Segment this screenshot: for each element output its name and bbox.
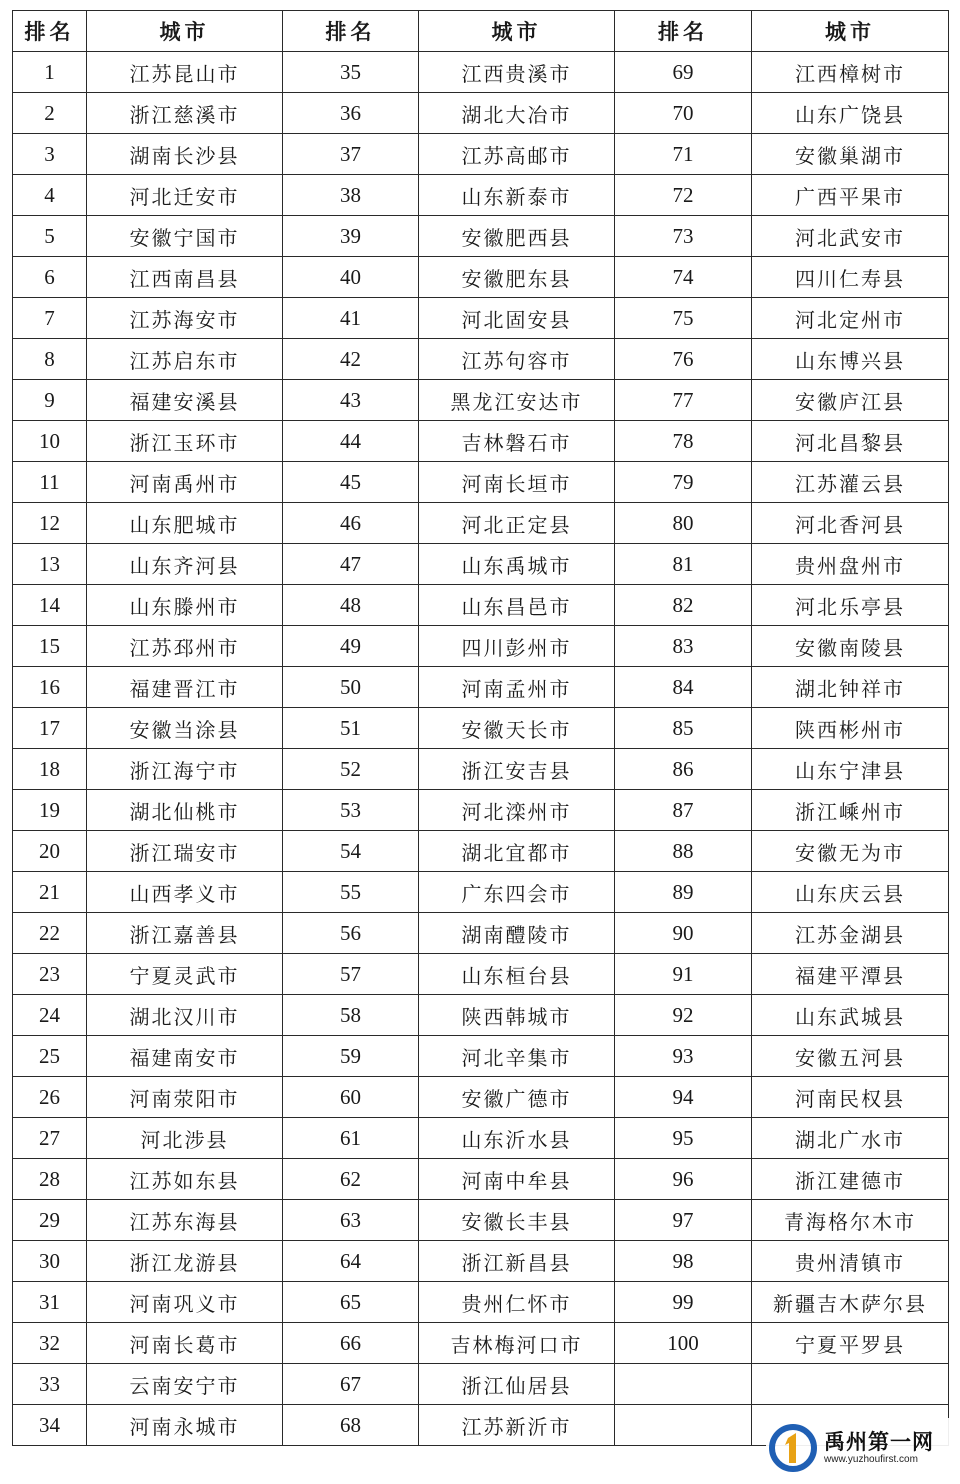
rank-cell: 39 [283,216,419,257]
rank-cell: 74 [615,257,752,298]
rank-cell: 42 [283,339,419,380]
rank-cell: 24 [13,995,87,1036]
table-row [13,298,949,339]
city-cell: 河北乐亭县 [752,585,949,626]
rank-cell: 32 [13,1323,87,1364]
rank-cell: 83 [615,626,752,667]
city-cell: 吉林梅河口市 [419,1323,615,1364]
city-cell: 浙江嵊州市 [752,790,949,831]
ranking-body [13,52,949,1446]
rank-cell: 100 [615,1323,752,1364]
city-cell: 湖北汉川市 [87,995,283,1036]
rank-cell: 47 [283,544,419,585]
rank-cell: 38 [283,175,419,216]
city-cell: 河北武安市 [752,216,949,257]
rank-cell: 19 [13,790,87,831]
rank-cell: 55 [283,872,419,913]
rank-cell: 23 [13,954,87,995]
rank-cell: 61 [283,1118,419,1159]
table-row [13,1036,949,1077]
city-cell: 福建安溪县 [87,380,283,421]
rank-cell: 76 [615,339,752,380]
table-row [13,1118,949,1159]
city-cell: 河北滦州市 [419,790,615,831]
city-cell: 河北涉县 [87,1118,283,1159]
city-cell: 江苏昆山市 [87,52,283,93]
rank-cell: 4 [13,175,87,216]
rank-cell: 2 [13,93,87,134]
header-city: 城市 [752,11,949,52]
rank-cell: 12 [13,503,87,544]
rank-cell: 28 [13,1159,87,1200]
rank-cell: 75 [615,298,752,339]
city-cell: 河南孟州市 [419,667,615,708]
rank-cell: 44 [283,421,419,462]
rank-cell: 5 [13,216,87,257]
city-cell: 浙江慈溪市 [87,93,283,134]
rank-cell: 73 [615,216,752,257]
city-cell: 湖南醴陵市 [419,913,615,954]
rank-cell: 57 [283,954,419,995]
city-cell: 江苏句容市 [419,339,615,380]
city-cell: 山东博兴县 [752,339,949,380]
city-cell [752,1364,949,1405]
rank-cell: 99 [615,1282,752,1323]
city-cell: 河南民权县 [752,1077,949,1118]
city-cell: 江苏东海县 [87,1200,283,1241]
city-cell: 浙江仙居县 [419,1364,615,1405]
rank-cell: 81 [615,544,752,585]
rank-cell: 26 [13,1077,87,1118]
city-cell: 安徽肥东县 [419,257,615,298]
city-cell: 福建晋江市 [87,667,283,708]
city-cell: 河南长葛市 [87,1323,283,1364]
rank-cell: 84 [615,667,752,708]
rank-cell: 59 [283,1036,419,1077]
table-row [13,1159,949,1200]
city-cell: 安徽五河县 [752,1036,949,1077]
rank-cell: 33 [13,1364,87,1405]
table-row [13,175,949,216]
city-cell: 江苏海安市 [87,298,283,339]
city-cell: 安徽无为市 [752,831,949,872]
rank-cell: 80 [615,503,752,544]
city-cell: 湖南长沙县 [87,134,283,175]
rank-cell: 13 [13,544,87,585]
city-cell: 安徽庐江县 [752,380,949,421]
city-cell: 四川仁寿县 [752,257,949,298]
table-row [13,544,949,585]
header-rank: 排名 [283,11,419,52]
city-cell: 安徽天长市 [419,708,615,749]
city-cell: 河南永城市 [87,1405,283,1446]
table-row [13,503,949,544]
rank-cell: 8 [13,339,87,380]
header-city: 城市 [87,11,283,52]
rank-cell: 46 [283,503,419,544]
rank-cell: 65 [283,1282,419,1323]
city-cell: 河南中牟县 [419,1159,615,1200]
city-cell: 福建平潭县 [752,954,949,995]
rank-cell: 79 [615,462,752,503]
city-cell: 江西南昌县 [87,257,283,298]
city-cell: 江苏金湖县 [752,913,949,954]
rank-cell: 3 [13,134,87,175]
table-row [13,380,949,421]
city-cell: 山东宁津县 [752,749,949,790]
city-cell: 浙江瑞安市 [87,831,283,872]
table-row [13,585,949,626]
rank-cell: 45 [283,462,419,503]
city-cell: 江苏高邮市 [419,134,615,175]
rank-cell: 52 [283,749,419,790]
rank-cell: 11 [13,462,87,503]
rank-cell: 69 [615,52,752,93]
rank-cell: 63 [283,1200,419,1241]
city-cell: 浙江玉环市 [87,421,283,462]
rank-cell: 53 [283,790,419,831]
rank-cell: 89 [615,872,752,913]
table-row [13,421,949,462]
city-cell: 宁夏灵武市 [87,954,283,995]
city-cell: 河南巩义市 [87,1282,283,1323]
city-cell: 山东滕州市 [87,585,283,626]
city-cell: 青海格尔木市 [752,1200,949,1241]
rank-cell: 85 [615,708,752,749]
rank-cell: 88 [615,831,752,872]
rank-cell: 64 [283,1241,419,1282]
rank-cell: 7 [13,298,87,339]
yuzhou-logo-icon [768,1423,818,1473]
rank-cell: 15 [13,626,87,667]
city-cell: 河北迁安市 [87,175,283,216]
city-cell: 福建南安市 [87,1036,283,1077]
rank-cell: 25 [13,1036,87,1077]
city-cell: 河北正定县 [419,503,615,544]
rank-cell: 86 [615,749,752,790]
table-row [13,1282,949,1323]
table-row [13,339,949,380]
city-cell: 浙江新昌县 [419,1241,615,1282]
rank-cell: 92 [615,995,752,1036]
city-cell: 安徽肥西县 [419,216,615,257]
rank-cell: 48 [283,585,419,626]
rank-cell: 9 [13,380,87,421]
city-cell: 山东禹城市 [419,544,615,585]
header-row [13,11,949,52]
rank-cell: 17 [13,708,87,749]
city-cell: 湖北广水市 [752,1118,949,1159]
rank-cell: 70 [615,93,752,134]
city-cell: 陕西彬州市 [752,708,949,749]
rank-cell: 97 [615,1200,752,1241]
rank-cell: 43 [283,380,419,421]
table-row [13,1364,949,1405]
city-cell: 四川彭州市 [419,626,615,667]
city-cell: 陕西韩城市 [419,995,615,1036]
city-cell: 安徽南陵县 [752,626,949,667]
rank-cell: 82 [615,585,752,626]
city-cell: 河北香河县 [752,503,949,544]
rank-cell: 30 [13,1241,87,1282]
city-cell: 浙江海宁市 [87,749,283,790]
table-row [13,134,949,175]
table-row [13,626,949,667]
rank-cell: 98 [615,1241,752,1282]
rank-cell: 6 [13,257,87,298]
rank-cell: 27 [13,1118,87,1159]
rank-cell: 77 [615,380,752,421]
city-cell: 贵州仁怀市 [419,1282,615,1323]
city-cell: 山东新泰市 [419,175,615,216]
ranking-table [12,10,949,1446]
table-row [13,1241,949,1282]
rank-cell: 10 [13,421,87,462]
city-cell: 河北辛集市 [419,1036,615,1077]
city-cell: 湖北仙桃市 [87,790,283,831]
city-cell: 山西孝义市 [87,872,283,913]
city-cell: 湖北宜都市 [419,831,615,872]
watermark-site-url: www.yuzhoufirst.com [824,1454,918,1465]
city-cell: 宁夏平罗县 [752,1323,949,1364]
table-row [13,462,949,503]
city-cell: 安徽当涂县 [87,708,283,749]
city-cell: 河北固安县 [419,298,615,339]
rank-cell: 68 [283,1405,419,1446]
rank-cell: 90 [615,913,752,954]
city-cell: 湖北大冶市 [419,93,615,134]
rank-cell: 16 [13,667,87,708]
rank-cell: 1 [13,52,87,93]
city-cell: 新疆吉木萨尔县 [752,1282,949,1323]
city-cell: 山东齐河县 [87,544,283,585]
rank-cell: 31 [13,1282,87,1323]
table-row [13,831,949,872]
city-cell: 山东沂水县 [419,1118,615,1159]
rank-cell: 56 [283,913,419,954]
table-row [13,954,949,995]
rank-cell: 22 [13,913,87,954]
rank-cell: 66 [283,1323,419,1364]
rank-cell: 41 [283,298,419,339]
header-city: 城市 [419,11,615,52]
table-row [13,995,949,1036]
city-cell: 山东昌邑市 [419,585,615,626]
rank-cell: 87 [615,790,752,831]
rank-cell: 49 [283,626,419,667]
table-row [13,749,949,790]
rank-cell: 94 [615,1077,752,1118]
city-cell: 广东四会市 [419,872,615,913]
rank-cell: 29 [13,1200,87,1241]
table-row [13,1200,949,1241]
rank-cell: 62 [283,1159,419,1200]
rank-cell [615,1364,752,1405]
city-cell: 贵州清镇市 [752,1241,949,1282]
city-cell: 山东武城县 [752,995,949,1036]
header-rank: 排名 [13,11,87,52]
city-cell: 安徽广德市 [419,1077,615,1118]
rank-cell: 72 [615,175,752,216]
rank-cell: 51 [283,708,419,749]
rank-cell: 14 [13,585,87,626]
table-row [13,708,949,749]
city-cell: 河北昌黎县 [752,421,949,462]
rank-cell: 20 [13,831,87,872]
rank-cell: 96 [615,1159,752,1200]
city-cell: 广西平果市 [752,175,949,216]
rank-cell: 21 [13,872,87,913]
rank-cell: 91 [615,954,752,995]
city-cell: 山东桓台县 [419,954,615,995]
city-cell: 安徽巢湖市 [752,134,949,175]
watermark-logo [766,1418,952,1478]
rank-cell: 54 [283,831,419,872]
rank-cell: 78 [615,421,752,462]
table-row [13,93,949,134]
rank-cell: 18 [13,749,87,790]
rank-cell: 36 [283,93,419,134]
table-row [13,1323,949,1364]
city-cell: 浙江龙游县 [87,1241,283,1282]
city-cell: 河南禹州市 [87,462,283,503]
rank-cell: 35 [283,52,419,93]
city-cell: 山东庆云县 [752,872,949,913]
rank-cell: 93 [615,1036,752,1077]
city-cell: 山东广饶县 [752,93,949,134]
city-cell: 山东肥城市 [87,503,283,544]
city-cell: 江苏启东市 [87,339,283,380]
rank-cell: 67 [283,1364,419,1405]
city-cell: 江苏新沂市 [419,1405,615,1446]
city-cell: 江苏如东县 [87,1159,283,1200]
city-cell: 湖北钟祥市 [752,667,949,708]
city-cell: 云南安宁市 [87,1364,283,1405]
table-row [13,216,949,257]
rank-cell: 71 [615,134,752,175]
city-cell: 安徽宁国市 [87,216,283,257]
city-cell: 河南荥阳市 [87,1077,283,1118]
rank-cell: 60 [283,1077,419,1118]
rank-cell: 95 [615,1118,752,1159]
city-cell: 江苏邳州市 [87,626,283,667]
rank-cell: 50 [283,667,419,708]
table-row [13,913,949,954]
city-cell: 浙江建德市 [752,1159,949,1200]
city-cell: 黑龙江安达市 [419,380,615,421]
watermark-site-name: 禹州第一网 [824,1430,934,1454]
city-cell: 浙江安吉县 [419,749,615,790]
table-row [13,257,949,298]
rank-cell: 58 [283,995,419,1036]
rank-cell: 40 [283,257,419,298]
rank-cell: 34 [13,1405,87,1446]
table-row [13,667,949,708]
rank-cell [615,1405,752,1446]
city-cell: 江苏灌云县 [752,462,949,503]
table-row [13,1077,949,1118]
table-row [13,790,949,831]
city-cell: 河北定州市 [752,298,949,339]
city-cell: 安徽长丰县 [419,1200,615,1241]
city-cell: 贵州盘州市 [752,544,949,585]
city-cell: 吉林磐石市 [419,421,615,462]
header-rank: 排名 [615,11,752,52]
city-cell: 江西樟树市 [752,52,949,93]
city-cell: 江西贵溪市 [419,52,615,93]
table-row [13,52,949,93]
city-cell: 浙江嘉善县 [87,913,283,954]
table-row [13,872,949,913]
rank-cell: 37 [283,134,419,175]
city-cell: 河南长垣市 [419,462,615,503]
